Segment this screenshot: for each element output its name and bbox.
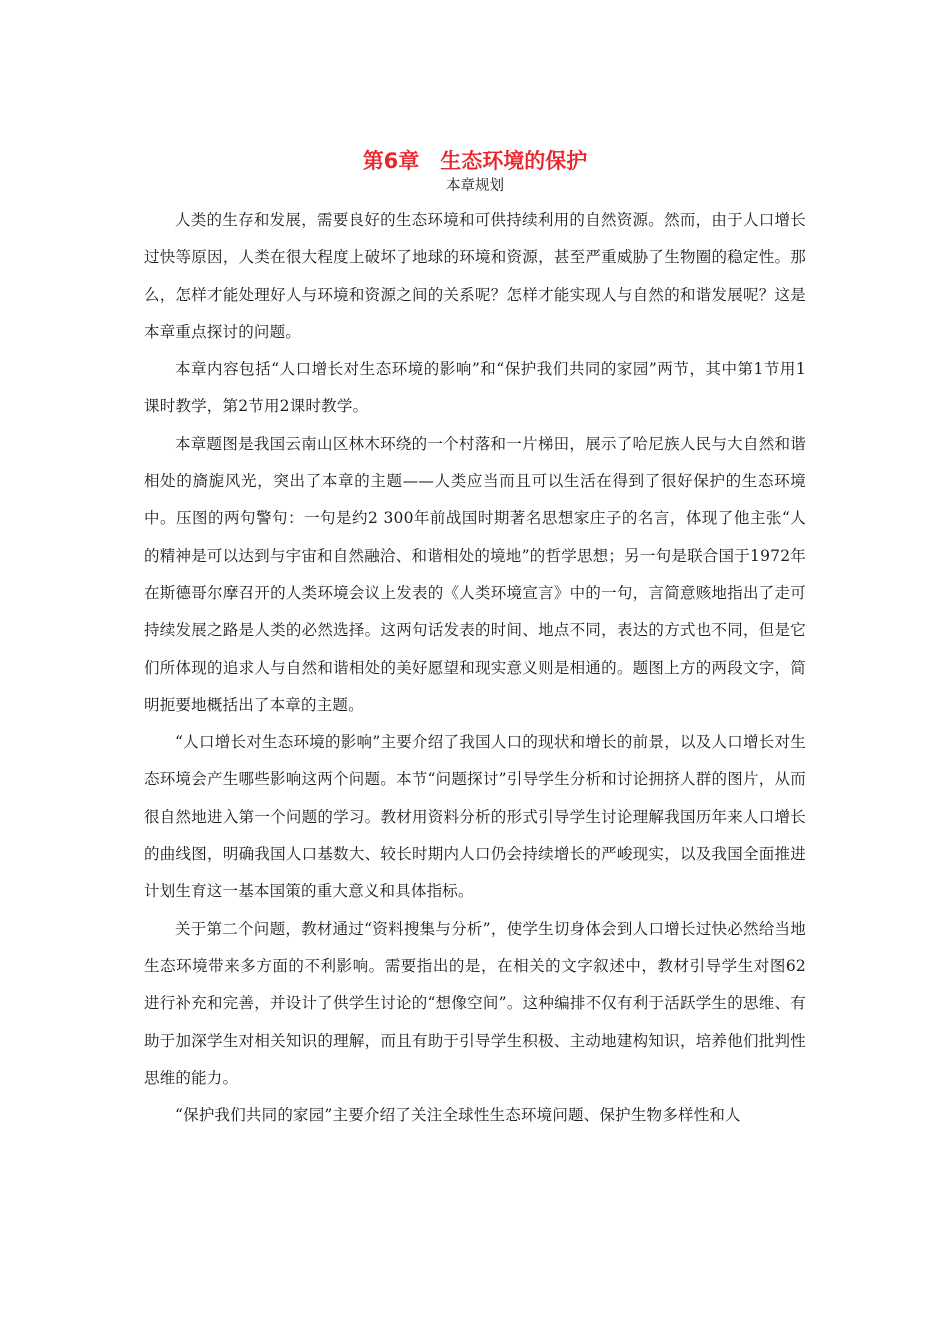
paragraph-2: 本章内容包括“人口增长对生态环境的影响”和“保护我们共同的家园”两节，其中第1节用1课时教学，第2节用2课时教学。 [144,360,806,416]
paragraph-4: “人口增长对生态环境的影响”主要介绍了我国人口的现状和增长的前景，以及人口增长对生态环境会产生哪些影响这两个问题。本节“问题探讨”引导学生分析和讨论拥挤人群的图片，从而很自然地进入第一个问题的学习。教材用资料分析的形式引导学生讨论理解我国历年来人口增长的曲线图，明确我国人口基数大、较长时期内人口仍会持续增长的严峻现实，以及我国全面推进计划生育这一基本国策的重大意义和具体指标。 [144,733,806,901]
section-subtitle: 本章规划 [446,178,504,194]
document-body [144,146,806,1134]
chapter-title: 第6章 生态环境的保护 [362,149,588,173]
paragraph-5: 关于第二个问题，教材通过“资料搜集与分析”，使学生切身体会到人口增长过快必然给当地生态环境带来多方面的不利影响。需要指出的是，在相关的文字叙述中，教材引导学生对图62进行补充和完善，并设计了供学生讨论的“想像空间”。这种编排不仅有利于活跃学生的思维、有助于加深学生对相关知识的理解，而且有助于引导学生积极、主动地建构知识，培养他们批判性思维的能力。 [144,919,806,1087]
paragraph-1: 人类的生存和发展，需要良好的生态环境和可供持续利用的自然资源。然而，由于人口增长过快等原因，人类在很大程度上破坏了地球的环境和资源，甚至严重威胁了生物圈的稳定性。那么，怎样才能处理好人与环境和资源之间的关系呢？怎样才能实现人与自然的和谐发展呢？这是本章重点探讨的问题。 [144,211,806,341]
paragraph-3: 本章题图是我国云南山区林木环绕的一个村落和一片梯田，展示了哈尼族人民与大自然和谐相处的旖旎风光，突出了本章的主题——人类应当而且可以生活在得到了很好保护的生态环境中。压图的两句警句：一句是约2 300年前战国时期著名思想家庄子的名言，体现了他主张“人的精神是可以达到与宇宙和自然融洽、和谐相处的境地”的哲学思想；另一句是联合国于1972年在斯德哥尔摩召开的人类环境会议上发表的《人类环境宣言》中的一句，言简意赅地指出了走可持续发展之路是人类的必然选择。这两句话发表的时间、地点不同，表达的方式也不同，但是它们所体现的追求人与自然和谐相处的美好愿望和现实意义则是相通的。题图上方的两段文字，简明扼要地概括出了本章的主题。 [144,434,806,714]
paragraph-6: “保护我们共同的家园”主要介绍了关注全球性生态环境问题、保护生物多样性和人 [175,1106,741,1125]
